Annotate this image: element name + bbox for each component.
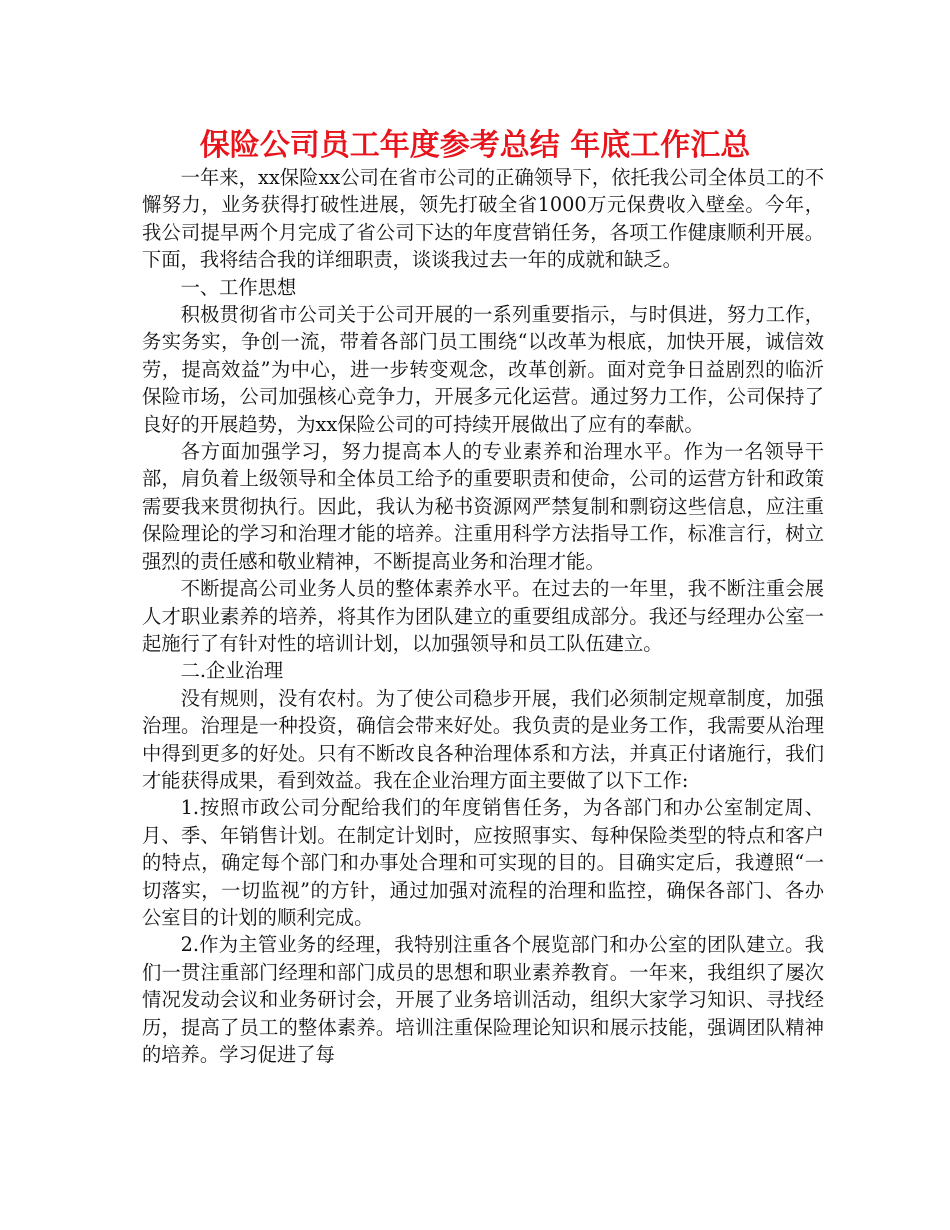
document-title: 保险公司员工年度参考总结 年底工作汇总: [199, 128, 751, 163]
paragraph: 没有规则，没有农村。为了使公司稳步开展，我们必须制定规章制度，加强治理。治理是一种投资，确信会带来好处。我负责的是业务工作，我需要从治理中得到更多的好处。只有不断改良各种治理体系和方法，并真正付诸施行，我们才能获得成果，看到效益。我在企业治理方面主要做了以下工作:: [142, 686, 824, 792]
paragraph: 各方面加强学习，努力提高本人的专业素养和治理水平。作为一名领导干部，肩负着上级领导和全体员工给予的重要职责和使命，公司的运营方针和政策需要我来贯彻执行。因此，我认为秘书资源网严禁复制和剽窃这些信息，应注重保险理论的学习和治理才能的培养。注重用科学方法指导工作，标准言行，树立强烈的责任感和敬业精神，不断提高业务和治理才能。: [142, 440, 824, 573]
paragraph: 1.按照市政公司分配给我们的年度销售任务，为各部门和办公室制定周、月、季、年销售计划。在制定计划时，应按照事实、每种保险类型的特点和客户的特点，确定每个部门和办事处合理和可实现的目的。目确实定后，我遵照“一切落实，一切监视”的方针，通过加强对流程的治理和监控，确保各部门、各办公室目的计划的顺利完成。: [142, 796, 824, 929]
paragraph: 一年来，xx保险xx公司在省市公司的正确领导下，依托我公司全体员工的不懈努力，业务获得打破性进展，领先打破全省1000万元保费收入壁垒。今年，我公司提早两个月完成了省公司下达的年度营销任务，各项工作健康顺利开展。下面，我将结合我的详细职责，谈谈我过去一年的成就和缺乏。: [142, 166, 824, 272]
paragraph: 积极贯彻省市公司关于公司开展的一系列重要指示，与时俱进，努力工作，务实务实，争创一流，带着各部门员工围绕“以改革为根底，加快开展，诚信效劳，提高效益”为中心，进一步转变观念，改革创新。面对竞争日益剧烈的临沂保险市场，公司加强核心竞争力，开展多元化运营。通过努力工作，公司保持了良好的开展趋势，为xx保险公司的可持续开展做出了应有的奉献。: [142, 303, 824, 436]
section-heading: 二.企业治理: [180, 659, 284, 683]
paragraph: 2.作为主管业务的经理，我特别注重各个展览部门和办公室的团队建立。我们一贯注重部门经理和部门成员的思想和职业素养教育。一年来，我组织了屡次情况发动会议和业务研讨会，开展了业务培训活动，组织大家学习知识、寻找经历，提高了员工的整体素养。培训注重保险理论知识和展示技能，强调团队精神的培养。学习促进了每: [142, 933, 824, 1066]
document-body: [142, 164, 824, 1068]
section-heading: 一、工作思想: [180, 275, 297, 299]
paragraph: 不断提高公司业务人员的整体素养水平。在过去的一年里，我不断注重会展人才职业素养的培养，将其作为团队建立的重要组成部分。我还与经理办公室一起施行了有针对性的培训计划，以加强领导和员工队伍建立。: [142, 577, 824, 655]
